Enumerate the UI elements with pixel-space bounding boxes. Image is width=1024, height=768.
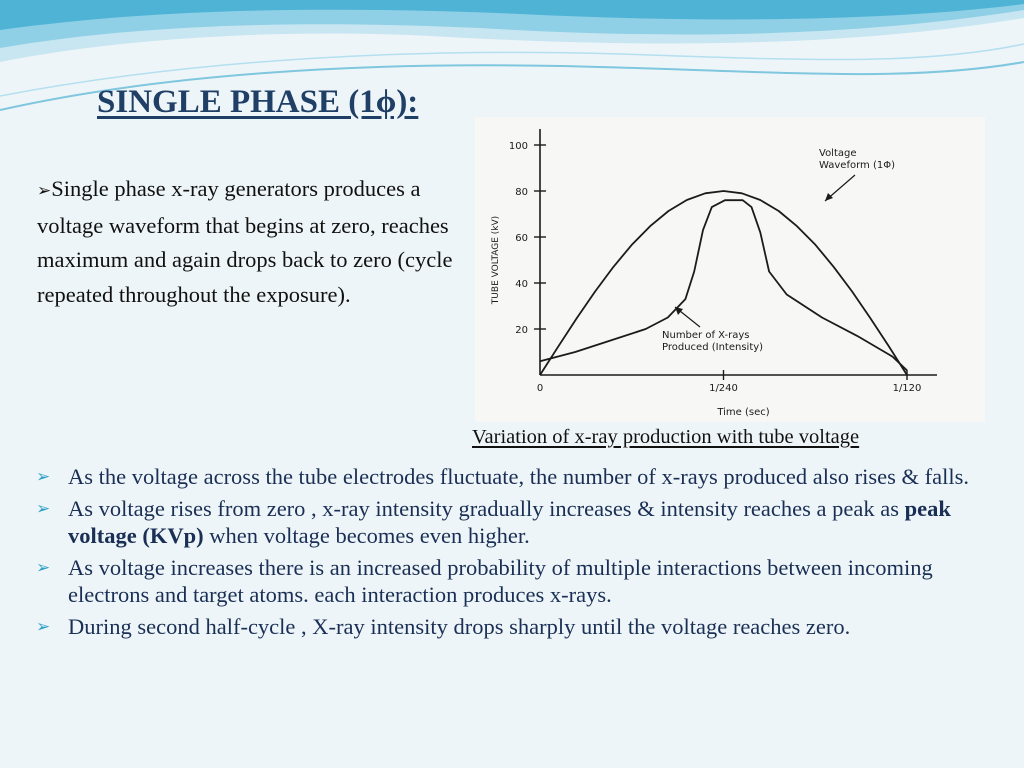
x-axis-label: Time (sec) — [717, 407, 770, 418]
intensity-annotation-line2: Produced (Intensity) — [662, 342, 764, 353]
voltage-chart — [475, 117, 985, 422]
voltage-annotation-line1: Voltage — [819, 148, 857, 159]
bullet-item: ➢ As the voltage across the tube electrodes fluctuate, the number of x-rays produced also rises & falls. — [36, 464, 969, 489]
x-tick-label: 1/240 — [709, 383, 738, 394]
bullet-item: ➢ As voltage rises from zero , x-ray intensity gradually increases & intensity reaches a peak as peak voltage (KVp) when voltage becomes even higher. — [36, 496, 951, 548]
emphasis-kvp: peak voltage (KVp) — [68, 496, 951, 548]
arrow-bullet-icon: ➢ — [36, 467, 51, 487]
y-tick-label: 20 — [515, 325, 528, 336]
voltage-chart-figure — [475, 117, 985, 422]
intro-paragraph — [37, 172, 467, 312]
arrow-bullet-icon: ➢ — [36, 617, 51, 637]
slide-title: SINGLE PHASE (1ϕ): — [97, 84, 419, 120]
intensity-annotation-line1: Number of X-rays — [662, 330, 750, 341]
voltage-arrow-head — [825, 193, 833, 201]
bullet-list — [36, 463, 1011, 645]
bullet-item: ➢ As voltage increases there is an increased probability of multiple interactions between incoming electrons and target atoms. each interaction produces x-rays. — [36, 555, 933, 607]
y-tick-label: 80 — [515, 187, 528, 198]
y-tick-label: 100 — [508, 141, 528, 152]
y-tick-label: 60 — [515, 233, 528, 244]
arrow-bullet-icon: ➢ — [36, 499, 51, 519]
intro-bullet-icon: ➢ — [37, 181, 52, 201]
voltage-annotation-line2: Waveform (1Φ) — [819, 160, 895, 171]
intensity-arrow-head — [675, 307, 683, 315]
x-tick-label: 0 — [536, 383, 544, 394]
figure-caption: Variation of x-ray production with tube voltage — [472, 426, 860, 448]
y-tick-label: 40 — [515, 279, 528, 290]
intro-text: Single phase x-ray generators produces a voltage waveform that begins at zero, reaches maximum and again drops back to zero (cycle repeated throughout the exposure). — [37, 176, 453, 307]
arrow-bullet-icon: ➢ — [36, 558, 51, 578]
x-tick-label: 1/120 — [892, 383, 922, 394]
bullet-item: ➢ During second half-cycle , X-ray intensity drops sharply until the voltage reaches zero. — [36, 614, 851, 639]
y-axis-label: TUBE VOLTAGE (kV) — [491, 215, 501, 305]
